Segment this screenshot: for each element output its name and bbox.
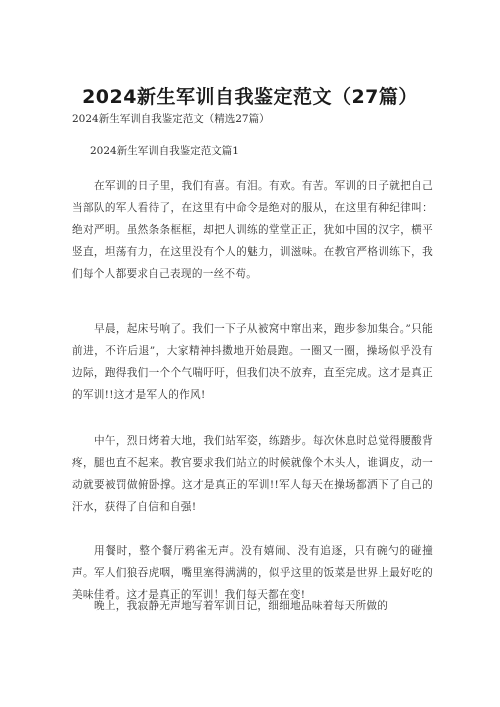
- paragraph: 在军训的日子里，我们有喜。有泪。有欢。有苦。军训的日子就把自己当部队的军人看待了，在这里有中命令是绝对的服从，在这里有种纪律叫：绝对严明。虽然条条框框，却把人训练的堂堂正正，犹如中国的汉字，横平竖直，坦荡有力，在这里没有个人的魅力，训滋味。在教官严格训练下，我们每个人都要求自己表现的一丝不苟。: [72, 180, 433, 280]
- paragraph: 早晨，起床号响了。我们一下子从被窝中窜出来，跑步参加集合。”只能前进，不许后退”，大家精神抖擞地开始晨跑。一圈又一圈，操场似乎没有边际，跑得我们一个个气喘吁吁，但我们决不放弃，直至完成。这才是真正的军训!!这才是军人的作风!: [72, 323, 433, 401]
- paragraph: 用餐时，整个餐厅鸦雀无声。没有嬉闹、没有追逐，只有碗勺的碰撞声。军人们狼吞虎咽，嘴里塞得满满的，似乎这里的饭菜是世界上最好吃的美味佳肴。这才是真正的军训！我们每天都在变!: [72, 545, 433, 601]
- document-subtitle: 2024新生军训自我鉴定范文（精选27篇）: [72, 113, 270, 125]
- section-heading: 2024新生军训自我鉴定范文篇1: [90, 145, 239, 157]
- paragraph: 中午，烈日烤着大地，我们站军姿，练踏步。每次休息时总觉得腰酸背疼，腿也直不起来。教官要求我们站立的时候就像个木头人，谁调皮，动一动就要被罚做俯卧撑。这才是真正的军训!!军人每天在操场都洒下了自己的汗水，获得了自信和自强!: [72, 435, 433, 513]
- paragraph: 晚上，我寂静无声地写着军训日记，细细地品味着每天所做的: [94, 600, 389, 612]
- document-title: 2024新生军训自我鉴定范文（27篇）: [82, 86, 418, 108]
